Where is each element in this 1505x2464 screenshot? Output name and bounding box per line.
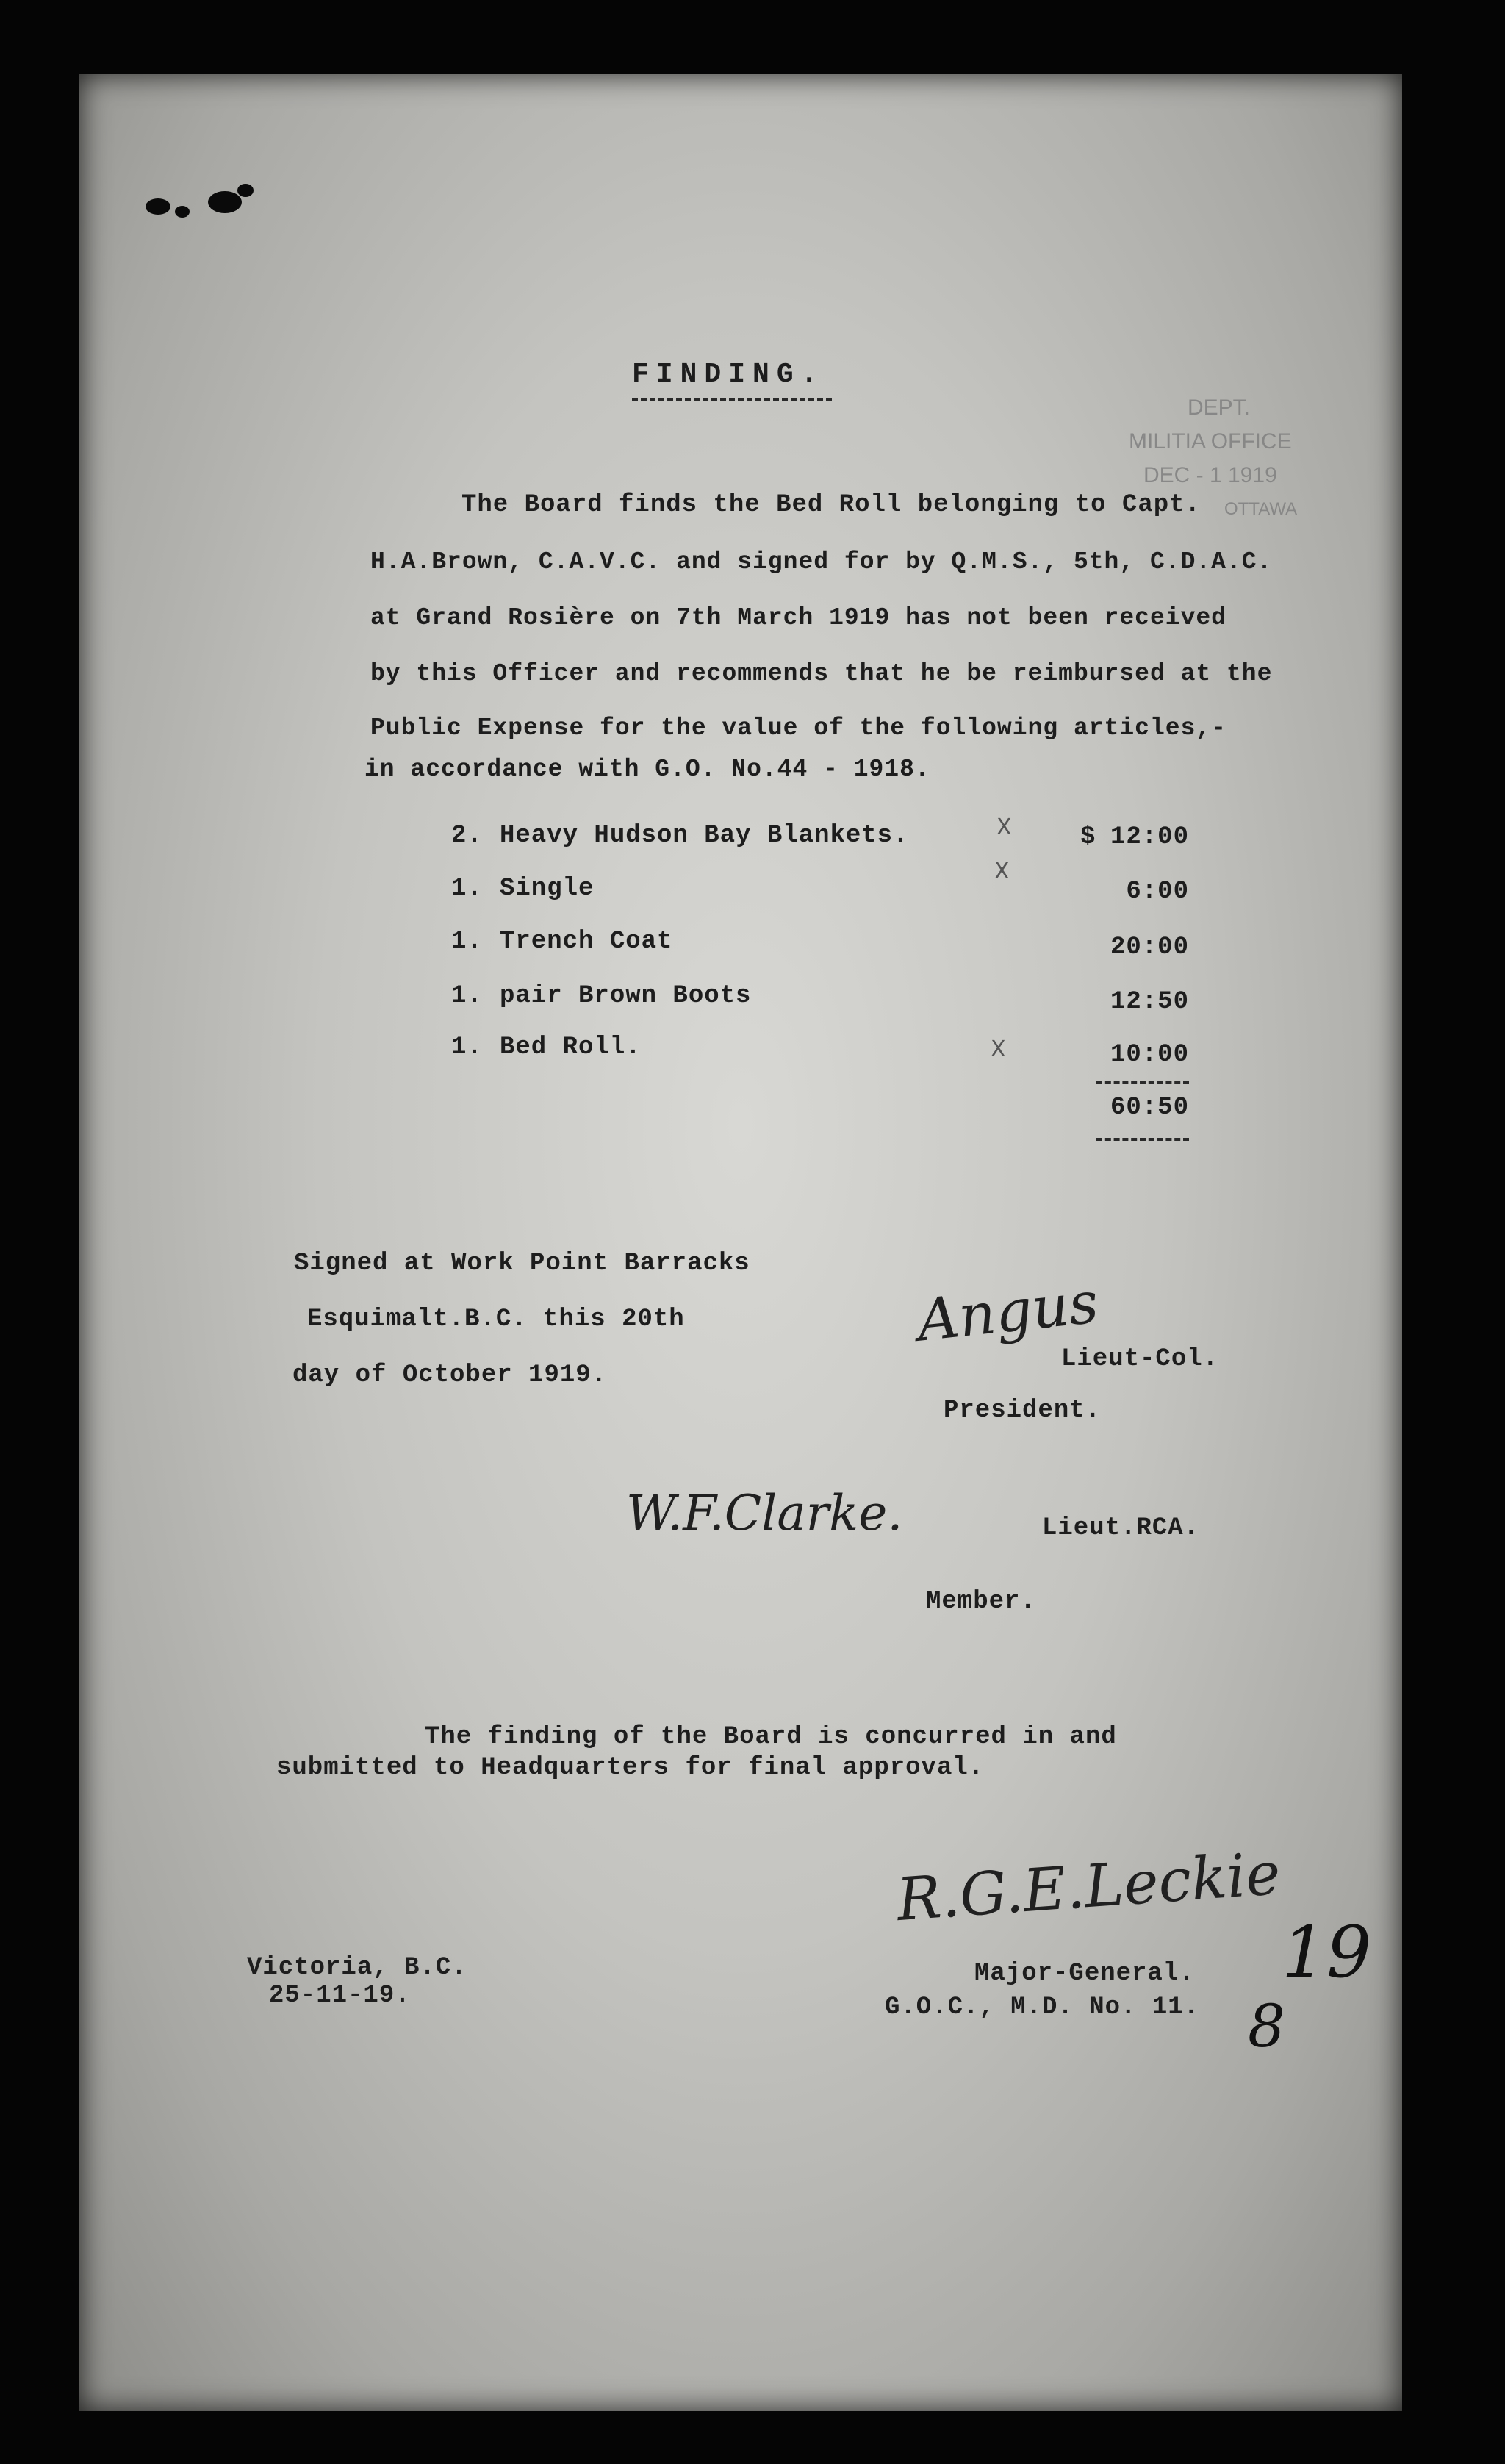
member-rank: Lieut.RCA. (1042, 1514, 1200, 1542)
item-desc: Single (500, 875, 595, 903)
item-qty: 1. (451, 1034, 483, 1061)
margin-note: 8 (1248, 1992, 1285, 2060)
check-mark: X (996, 814, 1013, 840)
title-underline (632, 398, 832, 401)
item-amount: 12:00 (1110, 823, 1189, 851)
ink-blot (146, 198, 170, 215)
subtotal-rule (1096, 1081, 1189, 1084)
ink-blot (237, 184, 254, 197)
item-desc: pair Brown Boots (500, 982, 752, 1010)
item-qty: 1. (451, 875, 483, 903)
signed-at-line: Esquimalt.B.C. this 20th (307, 1306, 685, 1333)
stamp-line: OTTAWA (1224, 499, 1298, 519)
general-signature: R.G.E.Leckie (894, 1838, 1283, 1935)
item-desc: Bed Roll. (500, 1034, 642, 1061)
item-amount: 12:50 (1110, 988, 1189, 1016)
member-role: Member. (926, 1588, 1036, 1616)
document-title: FINDING. (632, 359, 825, 390)
body-line: at Grand Rosière on 7th March 1919 has not been received (370, 604, 1226, 631)
item-desc: Heavy Hudson Bay Blankets. (500, 822, 909, 850)
ink-blot (208, 191, 242, 213)
item-desc: Trench Coat (500, 928, 673, 956)
signed-at-line: day of October 1919. (292, 1361, 608, 1389)
place-line: Victoria, B.C. (247, 1954, 467, 1982)
body-line: Public Expense for the value of the following articles,- (370, 715, 1226, 742)
item-amount: 10:00 (1110, 1041, 1189, 1069)
margin-note: 19 (1282, 1911, 1372, 1994)
check-mark: X (994, 859, 1010, 884)
general-role: G.O.C., M.D. No. 11. (885, 1994, 1200, 2021)
check-mark: X (991, 1036, 1007, 1062)
total-amount: 60:50 (1110, 1094, 1189, 1122)
president-signature: Angus (913, 1269, 1102, 1355)
ink-blot (175, 206, 190, 218)
general-rank: Major-General. (974, 1960, 1195, 1988)
currency-sign: $ (1080, 823, 1096, 851)
item-amount: 6:00 (1126, 878, 1189, 906)
stamp-line: DEC - 1 1919 (1143, 463, 1277, 487)
member-signature: W.F.Clarke. (626, 1485, 903, 1541)
signed-at-line: Signed at Work Point Barracks (294, 1250, 750, 1278)
body-line: by this Officer and recommends that he be reimbursed at the (370, 660, 1273, 687)
total-rule (1096, 1138, 1189, 1141)
concurrence-line: submitted to Headquarters for final approval. (276, 1754, 985, 1782)
president-role: President. (944, 1397, 1102, 1425)
document-page (79, 74, 1402, 2411)
item-qty: 1. (451, 982, 483, 1010)
stamp-line: DEPT. (1188, 395, 1251, 420)
item-qty: 1. (451, 928, 483, 956)
concurrence-line: The finding of the Board is concurred in and (425, 1723, 1117, 1751)
date-line: 25-11-19. (269, 1982, 411, 2010)
body-line: The Board finds the Bed Roll belonging to Capt. (461, 491, 1201, 519)
body-line: in accordance with G.O. No.44 - 1918. (364, 756, 930, 783)
item-amount: 20:00 (1110, 934, 1189, 961)
stamp-line: MILITIA OFFICE (1129, 429, 1292, 454)
item-qty: 2. (451, 822, 483, 850)
president-rank: Lieut-Col. (1061, 1345, 1219, 1373)
body-line: H.A.Brown, C.A.V.C. and signed for by Q.M.S., 5th, C.D.A.C. (370, 548, 1273, 576)
